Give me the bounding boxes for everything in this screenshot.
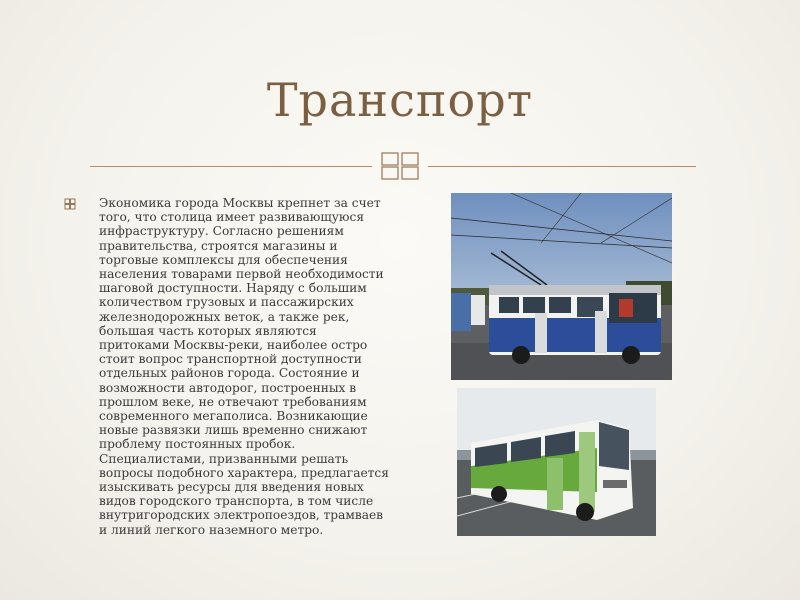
bullet-item [64,196,389,537]
bus-photo [457,388,656,536]
trolleybus-photo [451,193,672,380]
title-divider-right [428,166,696,167]
slide-title: Транспорт [266,73,534,127]
title-divider-left [90,166,372,167]
box-bullet-icon [64,198,76,210]
bullet-text: Экономика города Москвы крепнет за счет того, что столица имеет развивающуюся инфраструктуру. Согласно решениям правительства, строятся магазины и торговые комплексы для обеспечения населения товарами первой необходимости шаговой доступности. Наряду с большим количеством грузовых и пассажирских железнодорожных веток, а также рек, большая часть которых являются притоками Москвы-реки, наиболее остро стоит вопрос транспортной доступности отдельных районов города. Состояние и возможности автодорог, построенных в прошлом веке, не отвечают требованиям современного мегаполиса. Возникающие новые развязки лишь временно снижают проблему постоянных пробок. Специалистами, призванными решать вопросы подобного характера, предлагается изыскивать ресурсы для введения новых видов городского транспорта, в том числе внутригородских электропоездов, трамваев и линий легкого наземного метро. [99,196,389,537]
ornament-icon [378,147,422,183]
